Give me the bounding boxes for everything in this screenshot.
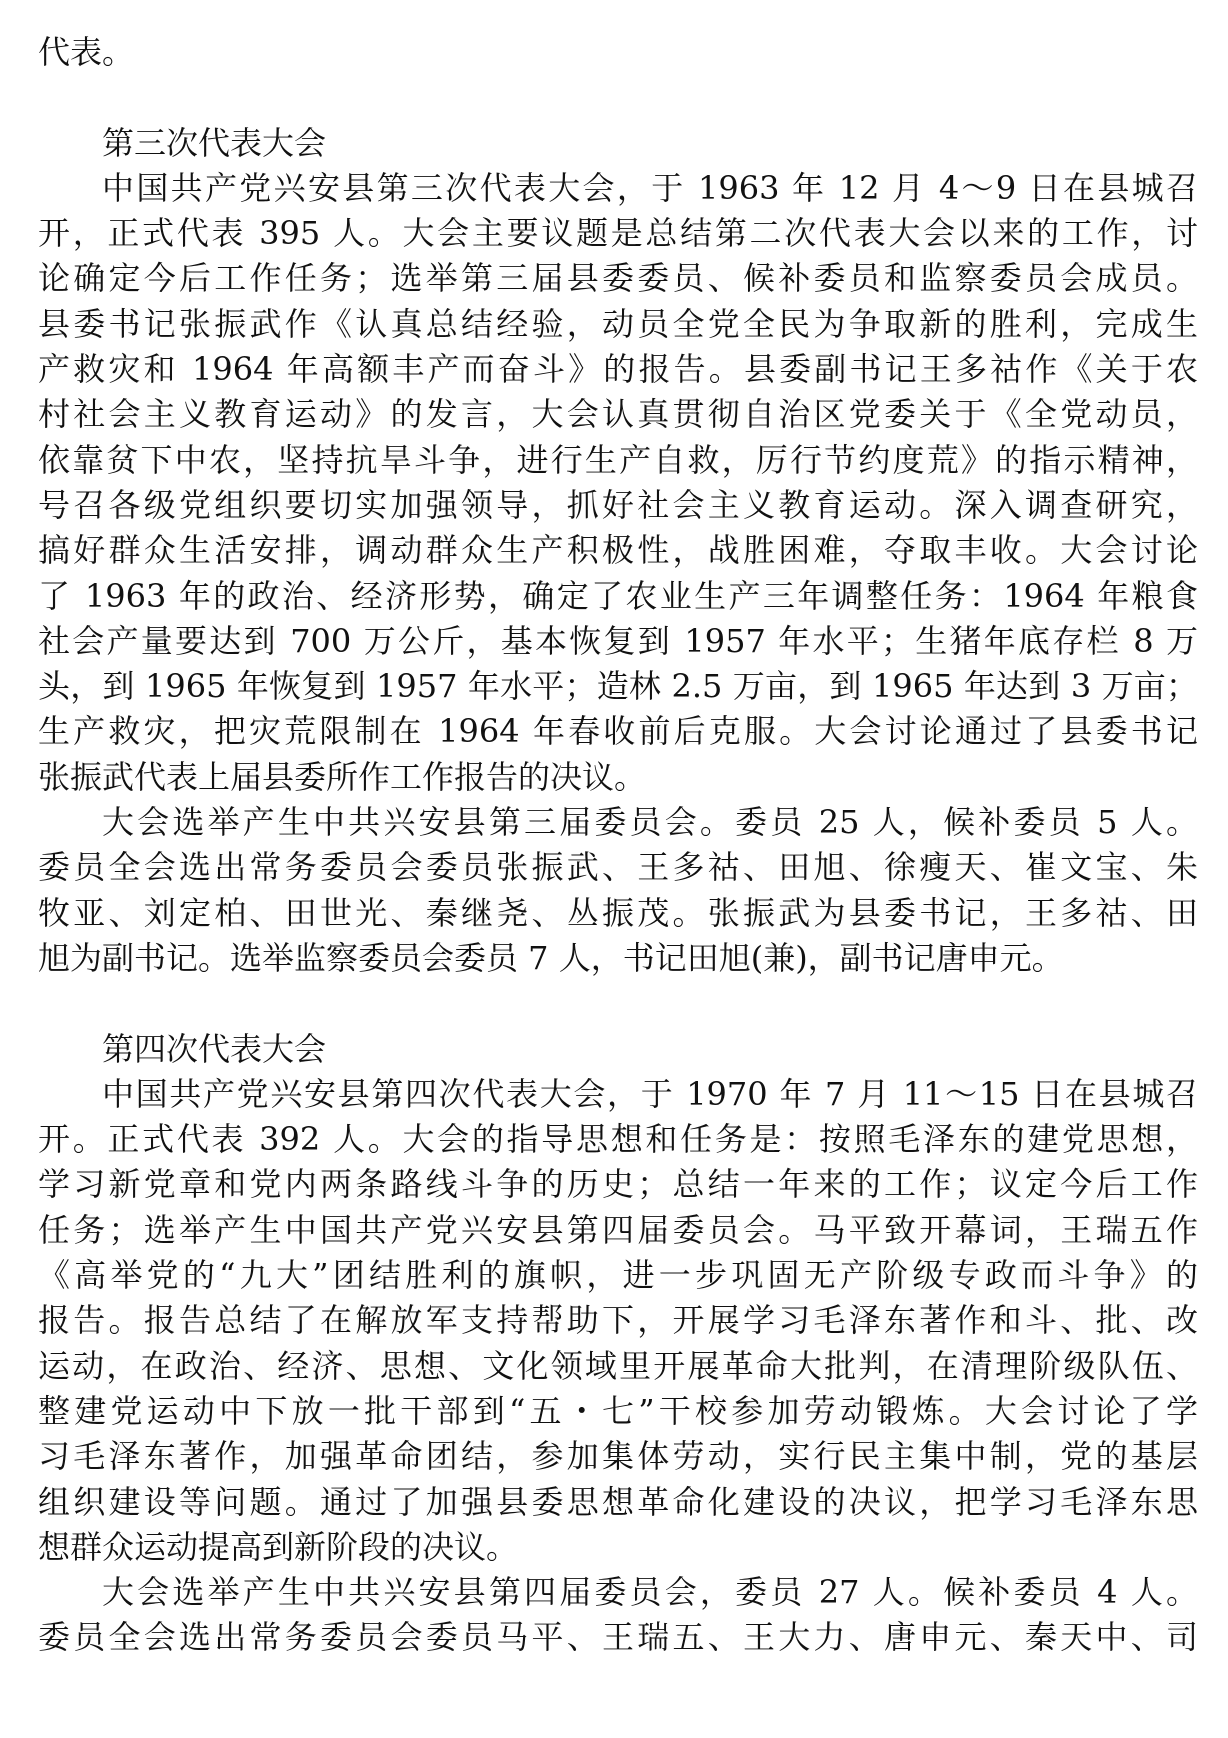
section-third-congress xyxy=(38,121,1198,982)
section-spacer xyxy=(38,75,1198,120)
section-fourth-congress xyxy=(38,1027,1198,1661)
paragraph-line: 开，正式代表 395 人。大会主要议题是总结第二次代表大会以来的工作，讨 xyxy=(38,214,1198,253)
paragraph-line: 头，到 1965 年恢复到 1957 年水平；造林 2.5 万亩，到 1965 年达到 3 万亩； xyxy=(38,667,1198,706)
paragraph-line: 大会选举产生中共兴安县第四届委员会，委员 27 人。候补委员 4 人。 xyxy=(102,1573,1198,1612)
paragraph-line: 想群众运动提高到新阶段的决议。 xyxy=(38,1527,519,1566)
paragraph-line: 整建党运动中下放一批干部到“五・七”干校参加劳动锻炼。大会讨论了学 xyxy=(38,1391,1198,1430)
paragraph xyxy=(38,166,1198,800)
paragraph-line: 牧亚、刘定柏、田世光、秦继尧、丛振茂。张振武为县委书记，王多祜、田 xyxy=(38,893,1198,932)
paragraph xyxy=(38,800,1198,981)
paragraph-line: 产救灾和 1964 年高额丰产而奋斗》的报告。县委副书记王多祜作《关于农 xyxy=(38,350,1198,389)
paragraph-line: 《高举党的“九大”团结胜利的旗帜，进一步巩固无产阶级专政而斗争》的 xyxy=(38,1256,1198,1295)
paragraph-line: 任务；选举产生中国共产党兴安县第四届委员会。马平致开幕词，王瑞五作 xyxy=(38,1210,1198,1249)
paragraph-line: 报告。报告总结了在解放军支持帮助下，开展学习毛泽东著作和斗、批、改 xyxy=(38,1301,1198,1340)
paragraph-line: 生产救灾，把灾荒限制在 1964 年春收前后克服。大会讨论通过了县委书记 xyxy=(38,712,1198,751)
section-heading: 第四次代表大会 xyxy=(102,1029,327,1068)
paragraph-line: 了 1963 年的政治、经济形势，确定了农业生产三年调整任务：1964 年粮食 xyxy=(38,576,1198,615)
lead-in-line: 代表。 xyxy=(38,33,135,71)
paragraph xyxy=(38,1072,1198,1570)
paragraph-line: 中国共产党兴安县第四次代表大会，于 1970 年 7 月 11～15 日在县城召 xyxy=(102,1074,1198,1113)
section-spacer xyxy=(38,981,1198,1026)
paragraph-line: 论确定今后工作任务；选举第三届县委委员、候补委员和监察委员会成员。 xyxy=(38,259,1198,298)
paragraph-line: 中国共产党兴安县第三次代表大会，于 1963 年 12 月 4～9 日在县城召 xyxy=(102,168,1198,207)
paragraph-line: 社会产量要达到 700 万公斤，基本恢复到 1957 年水平；生猪年底存栏 8 万 xyxy=(38,621,1198,660)
paragraph xyxy=(38,1570,1198,1661)
paragraph-line: 委员全会选出常务委员会委员马平、王瑞五、王大力、唐申元、秦天中、司 xyxy=(38,1618,1198,1657)
paragraph-line: 大会选举产生中共兴安县第三届委员会。委员 25 人，候补委员 5 人。 xyxy=(102,803,1198,842)
paragraph-line: 委员全会选出常务委员会委员张振武、王多祜、田旭、徐瘦天、崔文宝、朱 xyxy=(38,848,1198,887)
paragraph-line: 习毛泽东著作，加强革命团结，参加集体劳动，实行民主集中制，党的基层 xyxy=(38,1437,1198,1476)
paragraph-line: 县委书记张振武作《认真总结经验，动员全党全民为争取新的胜利，完成生 xyxy=(38,304,1198,343)
paragraph-line: 依靠贫下中农，坚持抗旱斗争，进行生产自救，厉行节约度荒》的指示精神， xyxy=(38,440,1198,479)
paragraph-line: 搞好群众生活安排，调动群众生产积极性，战胜困难，夺取丰收。大会讨论 xyxy=(38,531,1198,570)
paragraph-line: 旭为副书记。选举监察委员会委员 7 人，书记田旭(兼)，副书记唐申元。 xyxy=(38,938,1064,977)
document-page xyxy=(38,30,1198,1661)
paragraph-line: 号召各级党组织要切实加强领导，抓好社会主义教育运动。深入调查研究， xyxy=(38,485,1198,524)
paragraph-line: 开。正式代表 392 人。大会的指导思想和任务是：按照毛泽东的建党思想， xyxy=(38,1120,1198,1159)
paragraph-line: 学习新党章和党内两条路线斗争的历史；总结一年来的工作；议定今后工作 xyxy=(38,1165,1198,1204)
paragraph-line: 组织建设等问题。通过了加强县委思想革命化建设的决议，把学习毛泽东思 xyxy=(38,1482,1198,1521)
paragraph-line: 村社会主义教育运动》的发言，大会认真贯彻自治区党委关于《全党动员， xyxy=(38,395,1198,434)
paragraph-line: 张振武代表上届县委所作工作报告的决议。 xyxy=(38,757,647,796)
section-heading: 第三次代表大会 xyxy=(102,123,327,162)
paragraph-line: 运动，在政治、经济、思想、文化领域里开展革命大批判，在清理阶级队伍、 xyxy=(38,1346,1198,1385)
